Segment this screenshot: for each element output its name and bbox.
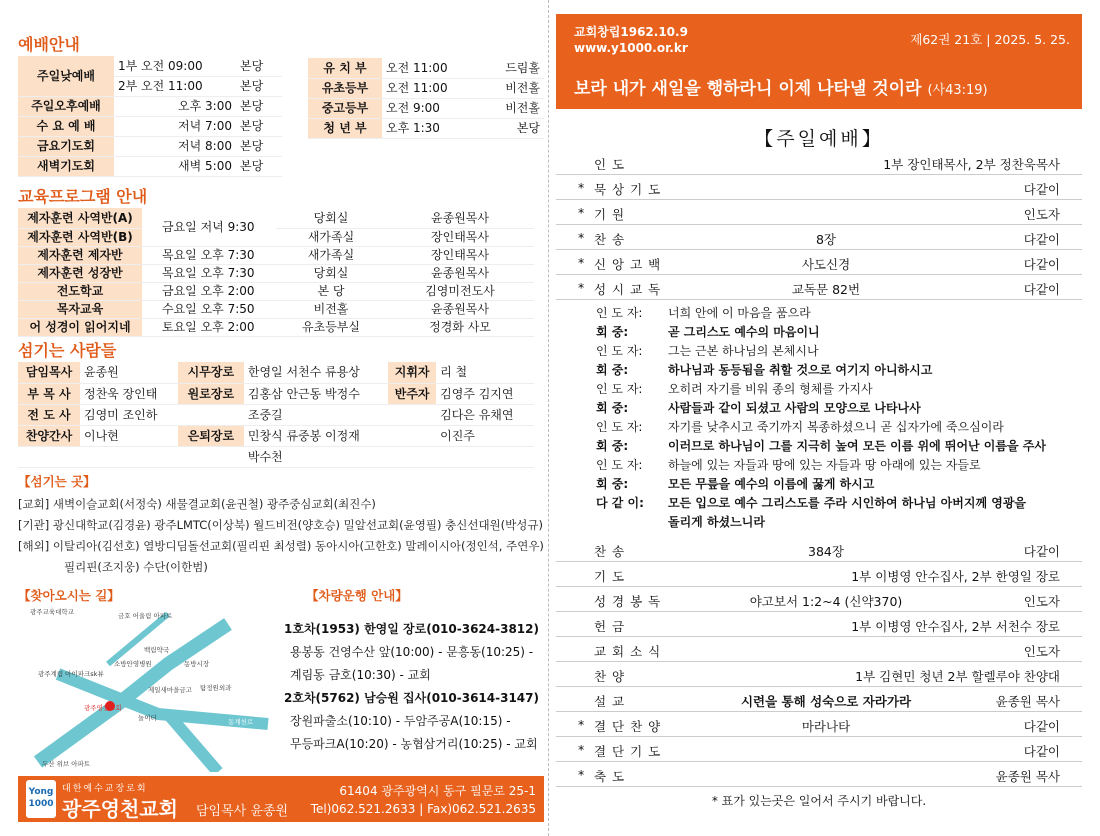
standing-mark: *	[578, 767, 585, 782]
dept-place: 본당	[470, 118, 544, 138]
service-title: 【주일예배】	[754, 128, 884, 150]
order-label: 찬 양	[594, 669, 626, 684]
edu-place: 당회실	[276, 208, 386, 228]
edu-leader: 윤종원목사	[386, 300, 534, 318]
contact	[311, 782, 536, 818]
edu-time: 금요일 오후 2:00	[142, 282, 276, 300]
worship-place: 본당	[236, 96, 282, 116]
role-names	[80, 446, 178, 467]
role-names: 리 철	[436, 362, 534, 383]
order-label: 성 시 교 독	[594, 282, 662, 297]
order-content: 마라나타	[801, 719, 851, 734]
worship-time: 새벽 5:00	[114, 156, 236, 176]
reading-line	[596, 323, 1086, 342]
standing-mark: *	[578, 205, 585, 220]
order-leader: 윤종원 목사	[995, 769, 1060, 784]
standing-mark: *	[578, 280, 585, 295]
order-row	[556, 250, 1082, 275]
order-content: 384장	[808, 544, 844, 559]
role-label: 찬양간사	[18, 425, 80, 446]
edu-place: 유초등부실	[276, 318, 386, 336]
reading-text: 그는 근본 하나님의 본체시나	[668, 344, 819, 358]
department-table	[308, 58, 544, 139]
church-logo: Yong 1000	[26, 780, 56, 818]
order-leader: 1부 김현민 청년 2부 할렐루야 찬양대	[855, 669, 1060, 684]
reading-text: 돌리게 하셨느니라	[668, 515, 765, 529]
reading-speaker: 회 중:	[596, 477, 629, 491]
dept-place: 비전홀	[470, 78, 544, 98]
worship-place: 본당	[236, 136, 282, 156]
order-leader: 1부 이병영 안수집사, 2부 서천수 장로	[851, 619, 1060, 634]
verse-ref: (사43:19)	[927, 83, 988, 98]
dept-time: 오전 11:00	[382, 58, 470, 78]
bus-stops: 무등파크A(10:20) - 농협삼거리(10:25) - 교회	[290, 737, 538, 751]
order-label: 축 도	[594, 769, 626, 784]
edu-name: 전도학교	[18, 282, 142, 300]
issue-info: 제62권 21호 | 2025. 5. 25.	[910, 32, 1070, 47]
order-leader: 다같이	[1023, 232, 1060, 247]
role-label: 시무장로	[178, 362, 244, 383]
dept-time: 오전 9:00	[382, 98, 470, 118]
edu-leader: 윤종원목사	[386, 208, 534, 228]
order-label: 성 경 봉 독	[594, 594, 662, 609]
website: www.y1000.or.kr	[574, 41, 688, 55]
edu-place: 본 당	[276, 282, 386, 300]
edu-name: 제자훈련 사역반(B)	[18, 228, 142, 246]
worship-time: 2부 오전 11:00	[114, 76, 236, 96]
bus-stops: 계림동 금호(10:30) - 교회	[290, 668, 431, 682]
bus-info	[284, 618, 546, 756]
bus-title: 【차량운행 안내】	[306, 588, 408, 603]
order-label: 기 원	[594, 207, 626, 222]
order-label: 교 회 소 식	[594, 644, 662, 659]
order-row	[556, 150, 1082, 175]
role-label	[388, 425, 436, 446]
reading-line	[596, 437, 1086, 456]
dept-name: 유초등부	[308, 78, 382, 98]
edu-time: 목요일 오후 7:30	[142, 264, 276, 282]
reading-speaker: 인 도 자:	[596, 382, 643, 396]
standing-mark: *	[578, 255, 585, 270]
reading-speaker: 회 중:	[596, 401, 629, 415]
people-table	[18, 362, 534, 468]
role-names	[436, 446, 534, 467]
reading-text: 모든 입으로 예수 그리스도를 주라 시인하여 하나님 아버지께 영광을	[668, 496, 1027, 510]
worship-place: 본당	[236, 56, 282, 76]
role-label: 부 목 사	[18, 383, 80, 404]
reading-line	[596, 456, 1086, 475]
role-names: 윤종원	[80, 362, 178, 383]
map-label: 놀이터	[138, 714, 157, 722]
worship-name: 주일낮예배	[18, 56, 114, 96]
order-label: 헌 금	[594, 619, 626, 634]
reading-text: 하늘에 있는 자들과 땅에 있는 자들과 땅 아래에 있는 자들로	[668, 458, 981, 472]
standing-mark: *	[578, 180, 585, 195]
worship-name: 주일오후예배	[18, 96, 114, 116]
edu-place: 새가족실	[276, 228, 386, 246]
order-row	[556, 587, 1082, 612]
edu-place: 당회실	[276, 264, 386, 282]
edu-time: 수요일 오후 7:50	[142, 300, 276, 318]
reading-line	[596, 494, 1086, 513]
role-label: 은퇴장로	[178, 425, 244, 446]
order-label: 찬 송	[594, 232, 626, 247]
edu-time: 목요일 오후 7:30	[142, 246, 276, 264]
role-label	[178, 446, 244, 467]
edu-leader: 장인태목사	[386, 228, 534, 246]
order-content: 8장	[815, 232, 837, 247]
edu-name: 어 성경이 읽어지네	[18, 318, 142, 336]
dept-name: 중고등부	[308, 98, 382, 118]
map-label: 광주교육대학교	[30, 608, 74, 616]
order-label: 결 단 찬 양	[594, 719, 662, 734]
address: 61404 광주광역시 동구 필문로 25-1	[339, 784, 536, 798]
role-names: 김홍삼 안근동 박정수	[244, 383, 388, 404]
edu-leader: 정경화 사모	[386, 318, 534, 336]
bulletin-header	[556, 14, 1082, 109]
order-row	[556, 225, 1082, 250]
map-label: 백림약국	[144, 646, 170, 654]
standing-mark: *	[578, 717, 585, 732]
role-label	[178, 404, 244, 425]
order-label: 결 단 기 도	[594, 744, 662, 759]
worship-time: 오후 3:00	[114, 96, 236, 116]
places-line: [교회] 새벽이슬교회(서정숙) 새물결교회(윤권철) 광주중심교회(최진수)	[18, 497, 376, 511]
role-names: 김다은 유채연	[436, 404, 534, 425]
dept-place: 드림홀	[470, 58, 544, 78]
reading-text: 모든 무릎을 예수의 이름에 꿇게 하시고	[668, 477, 875, 491]
edu-leader: 윤종원목사	[386, 264, 534, 282]
standing-mark: *	[578, 742, 585, 757]
worship-name: 금요기도회	[18, 136, 114, 156]
responsive-reading	[596, 304, 1086, 532]
reading-line	[596, 380, 1086, 399]
page-divider	[548, 0, 549, 836]
order-row	[556, 662, 1082, 687]
order-row	[556, 275, 1082, 300]
order-leader: 다같이	[1023, 544, 1060, 559]
map-label: 소방안영병원	[114, 660, 152, 668]
people-title: 섬기는 사람들	[18, 341, 117, 360]
role-label: 지휘자	[388, 362, 436, 383]
worship-title: 예배안내	[18, 35, 80, 54]
reading-line	[596, 399, 1086, 418]
role-names: 조중길	[244, 404, 388, 425]
order-row	[556, 712, 1082, 737]
reading-text: 너희 안에 이 마음을 품으라	[668, 306, 811, 320]
established	[574, 24, 688, 56]
edu-place: 비전홀	[276, 300, 386, 318]
role-label	[388, 404, 436, 425]
worship-name: 새벽기도회	[18, 156, 114, 176]
map-title: 【찾아오시는 길】	[18, 588, 120, 603]
map-label: 금호 어울림 아파트	[118, 612, 173, 620]
edu-title: 교육프로그램 안내	[18, 187, 148, 206]
reading-text: 사람들과 같이 되셨고 사람의 모양으로 나타나사	[668, 401, 921, 415]
location-map	[18, 604, 276, 772]
order-label: 묵 상 기 도	[594, 182, 662, 197]
edu-leader: 김영미전도사	[386, 282, 534, 300]
edu-time: 토요일 오후 2:00	[142, 318, 276, 336]
map-label: 탐정원외과	[200, 684, 232, 692]
dept-time: 오전 11:00	[382, 78, 470, 98]
order-row	[556, 737, 1082, 762]
map-label: 광주계림 아이파크sk뷰	[38, 670, 104, 678]
order-leader: 다같이	[1023, 744, 1060, 759]
order-leader: 인도자	[1023, 207, 1060, 222]
order-leader: 다같이	[1023, 719, 1060, 734]
places-line: [기관] 광신대학교(김경윤) 광주LMTC(이상북) 월드비전(양호승) 밀알선교회(윤영필) 충신선대원(박성규)	[18, 518, 543, 532]
reading-speaker: 회 중:	[596, 325, 629, 339]
reading-line	[596, 361, 1086, 380]
edu-name: 제자훈련 성장반	[18, 264, 142, 282]
dept-name: 유 치 부	[308, 58, 382, 78]
order-row	[556, 612, 1082, 637]
role-label: 전 도 사	[18, 404, 80, 425]
reading-text: 이러므로 하나님이 그를 지극히 높여 모든 이름 위에 뛰어난 이름을 주사	[668, 439, 1046, 453]
theme-verse	[574, 74, 988, 99]
edu-name: 목자교육	[18, 300, 142, 318]
dept-place: 비전홀	[470, 98, 544, 118]
role-label: 담임목사	[18, 362, 80, 383]
reading-line	[596, 513, 1086, 532]
order-row	[556, 562, 1082, 587]
worship-place: 본당	[236, 76, 282, 96]
worship-name: 수 요 예 배	[18, 116, 114, 136]
map-label: 필문로	[178, 628, 197, 636]
order-leader: 1부 장인태목사, 2부 정찬욱목사	[883, 157, 1060, 172]
reading-speaker: 인 도 자:	[596, 420, 643, 434]
order-leader: 다같이	[1023, 182, 1060, 197]
reading-speaker: 인 도 자:	[596, 458, 643, 472]
reading-line	[596, 475, 1086, 494]
reading-line	[596, 304, 1086, 323]
role-names: 한영일 서천수 류용상	[244, 362, 388, 383]
role-label: 원로장로	[178, 383, 244, 404]
edu-place: 새가족실	[276, 246, 386, 264]
role-names: 김영미 조인하	[80, 404, 178, 425]
right-page	[556, 0, 1100, 836]
order-label: 기 도	[594, 569, 626, 584]
reading-text: 하나님과 동등됨을 취할 것으로 여기지 아니하시고	[668, 363, 933, 377]
role-names: 민창식 류중봉 이정재	[244, 425, 388, 446]
worship-time: 저녁 7:00	[114, 116, 236, 136]
order-content: 야고보서 1:2~4 (신약370)	[749, 594, 903, 609]
edu-name: 제자훈련 사역반(A)	[18, 208, 142, 228]
map-label: 광주영천교회	[84, 704, 122, 712]
established-date: 교회창립1962.10.9	[574, 25, 688, 39]
map-label: 동계천로	[228, 718, 254, 726]
order-row	[556, 537, 1082, 562]
reading-text: 자기를 낮추시고 죽기까지 복종하셨으니 곧 십자가에 죽으심이라	[668, 420, 1004, 434]
order-label: 찬 송	[594, 544, 626, 559]
bus-head: 1호차(1953) 한영일 장로(010-3624-3812)	[284, 622, 539, 636]
worship-time: 1부 오전 09:00	[114, 56, 236, 76]
places-title: 【섬기는 곳】	[18, 474, 96, 489]
footer-bar	[18, 776, 544, 822]
role-names: 이나현	[80, 425, 178, 446]
role-label	[18, 446, 80, 467]
reading-text: 오히려 자기를 비워 종의 형체를 가지사	[668, 382, 873, 396]
worship-place: 본당	[236, 156, 282, 176]
map-label: 동방시장	[184, 660, 210, 668]
edu-name: 제자훈련 제자반	[18, 246, 142, 264]
order-content: 시련을 통해 성숙으로 자라가라	[740, 694, 912, 709]
worship-place: 본당	[236, 116, 282, 136]
order-leader: 인도자	[1023, 594, 1060, 609]
standing-note: * 표가 있는곳은 일어서 주시기 바랍니다.	[711, 794, 927, 808]
order-label: 설 교	[594, 694, 626, 709]
order-row	[556, 200, 1082, 225]
verse-text: 보라 내가 새일을 행하라니 이제 나타낼 것이라	[574, 79, 922, 99]
reading-speaker: 인 도 자:	[596, 344, 643, 358]
dept-name: 청 년 부	[308, 118, 382, 138]
reading-line	[596, 342, 1086, 361]
order-leader: 다같이	[1023, 282, 1060, 297]
order-content: 사도신경	[801, 257, 851, 272]
role-label	[388, 446, 436, 467]
order-leader: 다같이	[1023, 257, 1060, 272]
reading-speaker: 인 도 자:	[596, 306, 643, 320]
senior-pastor: 담임목사 윤종원	[196, 804, 289, 819]
order-row	[556, 762, 1082, 787]
places-line: [해외] 이탈리아(김선호) 열방디딤돌선교회(필리핀 최성렬) 동아시아(고한호) 말레이시아(정인석, 주연우)	[18, 539, 544, 553]
role-names: 이진주	[436, 425, 534, 446]
role-names: 김영주 김지연	[436, 383, 534, 404]
church-name: 광주영천교회	[62, 797, 178, 821]
reading-line	[596, 418, 1086, 437]
order-label: 인 도	[594, 157, 626, 172]
edu-table	[18, 208, 534, 337]
order-row	[556, 175, 1082, 200]
worship-table	[18, 56, 282, 177]
places-list	[18, 494, 544, 578]
left-page	[0, 0, 548, 836]
worship-time: 저녁 8:00	[114, 136, 236, 156]
order-row	[556, 637, 1082, 662]
reading-text: 곧 그리스도 예수의 마음이니	[668, 325, 820, 339]
reading-speaker: 회 중:	[596, 439, 629, 453]
dept-time: 오후 1:30	[382, 118, 470, 138]
role-names: 박수천	[244, 446, 388, 467]
order-leader: 인도자	[1023, 644, 1060, 659]
tel-fax: Tel)062.521.2633 | Fax)062.521.2635	[310, 802, 536, 816]
places-line: 필리핀(조지웅) 수단(이한범)	[64, 560, 208, 574]
order-leader: 윤종원 목사	[995, 694, 1060, 709]
order-content: 교독문 82번	[791, 282, 861, 297]
edu-leader: 장인태목사	[386, 246, 534, 264]
reading-speaker: 다 같 이:	[596, 496, 644, 510]
standing-mark: *	[578, 230, 585, 245]
edu-time: 금요일 저녁 9:30	[142, 208, 276, 246]
reading-speaker: 회 중:	[596, 363, 629, 377]
order-leader: 1부 이병영 안수집사, 2부 한영일 장로	[851, 569, 1060, 584]
bus-head: 2호차(5762) 남승원 집사(010-3614-3147)	[284, 691, 539, 705]
bus-stops: 용봉동 건영수산 앞(10:00) - 문흥동(10:25) -	[290, 645, 534, 659]
role-names: 정찬욱 장인태	[80, 383, 178, 404]
map-label: 두산 위브 아파트	[42, 760, 91, 768]
map-label: 제일새마을금고	[148, 686, 192, 694]
bus-stops: 장원파출소(10:10) - 두암주공A(10:15) -	[290, 714, 511, 728]
order-label: 신 앙 고 백	[594, 257, 662, 272]
role-label: 반주자	[388, 383, 436, 404]
order-row	[556, 687, 1082, 712]
denomination: 대한예수교장로회	[62, 784, 148, 794]
